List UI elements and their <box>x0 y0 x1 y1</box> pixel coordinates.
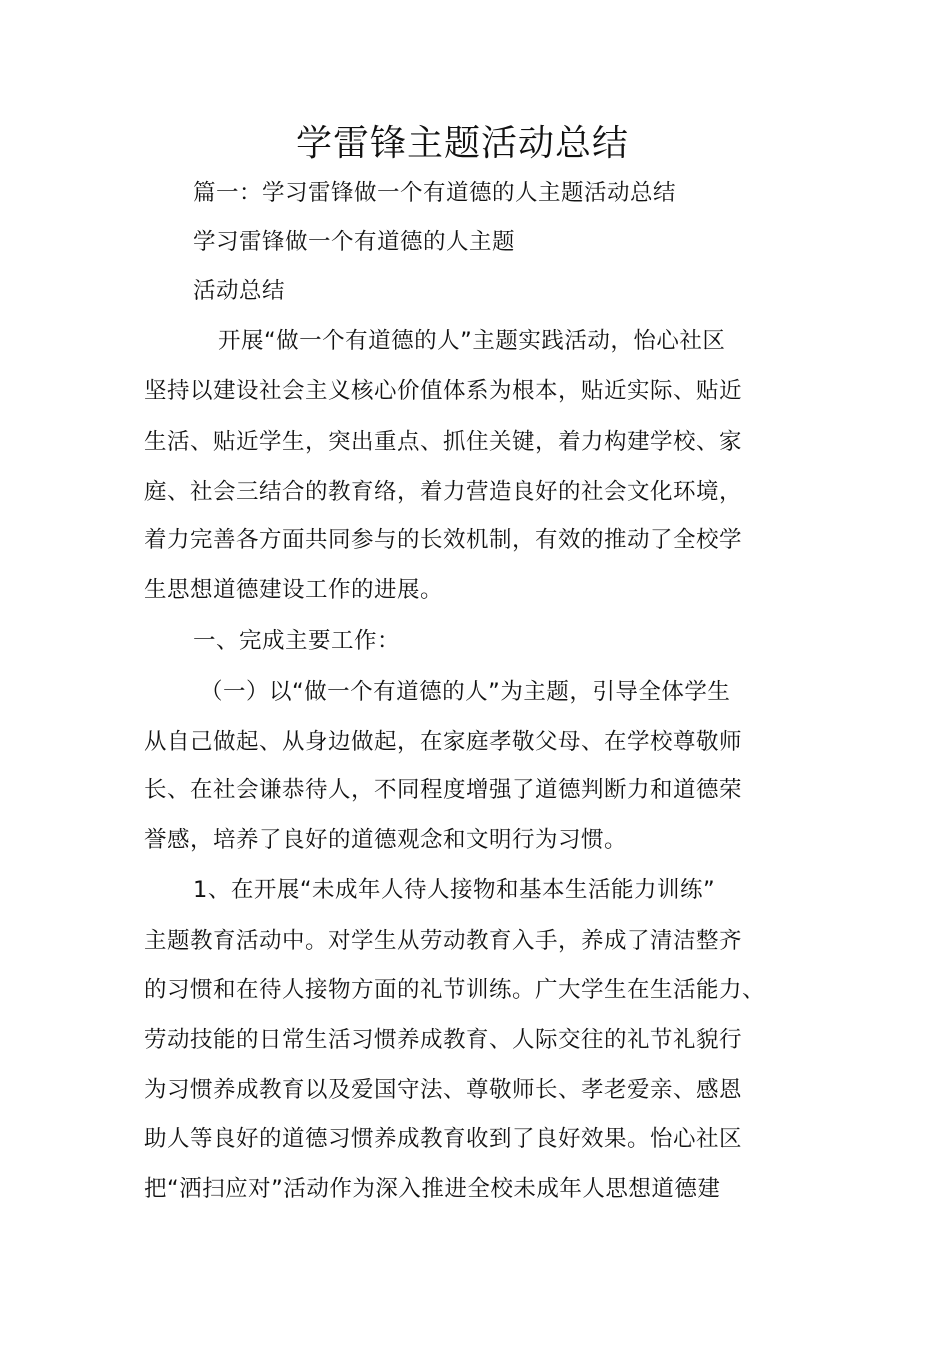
text-line: 誉感，培养了良好的道德观念和文明行为习惯。 <box>144 827 628 853</box>
text-line: （一）以“做一个有道德的人”为主题，引导全体学生 <box>200 679 731 705</box>
text-line: 一、完成主要工作： <box>193 628 401 654</box>
text-line: 的习惯和在待人接物方面的礼节训练。广大学生在生活能力、 <box>144 977 766 1003</box>
text-line: 开展“做一个有道德的人”主题实践活动，怡心社区 <box>218 328 726 354</box>
text-line: 长、在社会谦恭待人，不同程度增强了道德判断力和道德荣 <box>144 777 743 803</box>
text-line: 着力完善各方面共同参与的长效机制，有效的推动了全校学 <box>144 527 743 553</box>
text-line: 庭、社会三结合的教育络，着力营造良好的社会文化环境， <box>144 479 743 505</box>
text-line: 活动总结 <box>193 278 286 304</box>
text-line: 坚持以建设社会主义核心价值体系为根本，贴近实际、贴近 <box>144 378 743 404</box>
text-line: 篇一：学习雷锋做一个有道德的人主题活动总结 <box>193 180 677 206</box>
text-line: 学习雷锋做一个有道德的人主题 <box>193 229 516 255</box>
text-line: 生活、贴近学生，突出重点、抓住关键，着力构建学校、家 <box>144 429 743 455</box>
document-title: 学雷锋主题活动总结 <box>295 123 629 164</box>
text-line: 劳动技能的日常生活习惯养成教育、人际交往的礼节礼貌行 <box>144 1027 743 1053</box>
text-line: 为习惯养成教育以及爱国守法、尊敬师长、孝老爱亲、感恩 <box>144 1077 743 1103</box>
text-line: 主题教育活动中。对学生从劳动教育入手，养成了清洁整齐 <box>144 928 743 954</box>
text-line: 1、在开展“未成年人待人接物和基本生活能力训练” <box>193 877 716 903</box>
text-line: 把“洒扫应对”活动作为深入推进全校未成年人思想道德建 <box>144 1176 721 1202</box>
text-line: 助人等良好的道德习惯养成教育收到了良好效果。怡心社区 <box>144 1126 743 1152</box>
text-line: 生思想道德建设工作的进展。 <box>144 577 444 603</box>
text-line: 从自己做起、从身边做起，在家庭孝敬父母、在学校尊敬师 <box>144 729 743 755</box>
